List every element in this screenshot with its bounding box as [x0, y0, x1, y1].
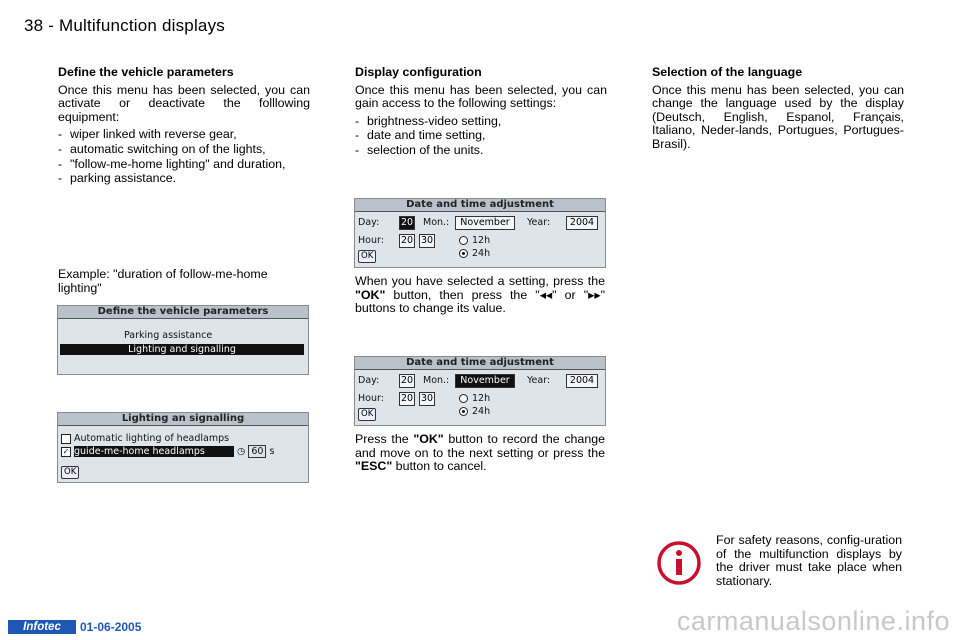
date-time-screen-1 — [354, 198, 606, 268]
menu-item-lighting[interactable]: Lighting and signalling — [60, 344, 304, 355]
rewind-icon: ◂◂ — [539, 287, 553, 302]
format-24h-option[interactable] — [459, 406, 490, 417]
record-instructions — [355, 433, 605, 474]
checkbox[interactable] — [61, 434, 71, 444]
list-item: - date and time setting, — [355, 129, 607, 143]
infotec-logo: Infotec — [8, 620, 76, 634]
follow-me-home-row[interactable] — [61, 446, 305, 457]
esc-label: "ESC" — [355, 459, 393, 474]
year-field[interactable]: 2004 — [566, 216, 598, 230]
list-item: - wiper linked with reverse gear, — [58, 128, 310, 142]
screen-title: Date and time adjustment — [355, 357, 605, 370]
month-label: Mon.: — [423, 375, 450, 386]
instruction-text: button to record the change and move on to the next setting or press the — [355, 432, 605, 460]
instruction-text: button, then press the " — [385, 287, 540, 302]
option-label: 24h — [472, 248, 491, 259]
year-label: Year: — [527, 217, 551, 228]
day-label: Day: — [358, 217, 380, 228]
ok-button[interactable]: OK — [358, 408, 376, 421]
radio-button[interactable] — [459, 407, 468, 416]
section-intro: Once this menu has been selected, you can gain access to the following settings: — [355, 82, 607, 111]
row-label: guide-me-home headlamps — [74, 446, 234, 457]
duration-unit: s — [269, 446, 275, 457]
minute-field[interactable]: 30 — [420, 393, 434, 404]
section-heading: Define the vehicle parameters — [58, 65, 234, 79]
timer-icon: ◷ — [237, 446, 246, 457]
list-item: - "follow-me-home lighting" and duration, — [58, 158, 310, 172]
equipment-list — [58, 128, 310, 185]
radio-button[interactable] — [459, 236, 468, 245]
option-label: 12h — [472, 235, 491, 246]
month-label: Mon.: — [423, 217, 450, 228]
day-field[interactable]: 20 — [400, 217, 414, 228]
format-12h-option[interactable] — [459, 393, 490, 404]
ok-label: "OK" — [413, 432, 444, 446]
menu-item-parking[interactable]: Parking assistance — [124, 330, 213, 341]
format-12h-option[interactable] — [459, 235, 490, 246]
date-time-screen-2 — [354, 356, 606, 426]
duration-value[interactable]: 60 — [248, 445, 266, 458]
instruction-text: " or " — [552, 287, 589, 302]
hour-label: Hour: — [358, 393, 384, 404]
list-item: - automatic switching on of the lights, — [58, 143, 310, 157]
section-heading: Selection of the language — [652, 65, 803, 79]
year-field[interactable]: 2004 — [566, 374, 598, 388]
fast-forward-icon: ▸▸ — [588, 287, 601, 302]
screen-title: Date and time adjustment — [355, 199, 605, 212]
instruction-text: button to cancel. — [392, 459, 487, 474]
screen-title: Define the vehicle parameters — [58, 306, 308, 319]
hour-label: Hour: — [358, 235, 384, 246]
instruction-text: " buttons to change its value. — [355, 287, 605, 316]
selection-instructions — [355, 275, 605, 316]
ok-button[interactable]: OK — [61, 466, 79, 479]
instruction-text: Press the — [355, 432, 414, 446]
day-label: Day: — [358, 375, 380, 386]
instruction-text: When you have selected a setting, press the — [355, 274, 605, 288]
minute-field[interactable]: 30 — [420, 235, 434, 246]
footer-date: 01-06-2005 — [80, 620, 142, 634]
radio-button[interactable] — [459, 394, 468, 403]
ok-button[interactable]: OK — [358, 250, 376, 263]
vehicle-parameters-section — [58, 66, 310, 187]
auto-lighting-row[interactable] — [61, 433, 229, 444]
list-item: - brightness-video setting, — [355, 115, 607, 129]
screen-title: Lighting an signalling — [58, 413, 308, 426]
example-caption: Example: "duration of follow-me-home lighting" — [58, 267, 268, 295]
watermark: carmanualsonline.info — [676, 606, 950, 636]
hour-field[interactable]: 20 — [400, 235, 414, 246]
display-configuration-section — [355, 66, 607, 159]
ok-label: "OK" — [355, 287, 386, 302]
section-intro: Once this menu has been selected, you can activate or deactivate the folllowing equipment: — [58, 82, 310, 124]
section-heading: Display configuration — [355, 65, 482, 79]
info-icon — [656, 540, 702, 586]
list-item: - selection of the units. — [355, 144, 607, 158]
month-field[interactable]: November — [455, 216, 515, 230]
safety-note: For safety reasons, config-uration of the multifunction displays by the driver must take place when stationary. — [716, 533, 902, 588]
language-section — [652, 66, 904, 156]
month-field[interactable]: November — [455, 374, 515, 388]
year-label: Year: — [527, 375, 551, 386]
radio-button[interactable] — [459, 249, 468, 258]
vehicle-parameters-screen — [57, 305, 309, 375]
checkbox[interactable]: ✓ — [62, 446, 70, 456]
list-item: - parking assistance. — [58, 172, 310, 186]
page-title: 38 - Multifunction displays — [24, 16, 225, 35]
lighting-screen — [57, 412, 309, 483]
section-intro: Once this menu has been selected, you can change the language used by the display (Deutsch, English, Espanol, Français, Italiano, Neder-lands, Portugues, Portugues-Brasil). — [652, 82, 904, 151]
hour-field[interactable]: 20 — [400, 393, 414, 404]
settings-list — [355, 115, 607, 158]
option-label: 24h — [472, 406, 491, 417]
day-field[interactable]: 20 — [400, 375, 414, 386]
option-label: 12h — [472, 393, 491, 404]
format-24h-option[interactable] — [459, 248, 490, 259]
row-label: Automatic lighting of headlamps — [74, 433, 230, 444]
